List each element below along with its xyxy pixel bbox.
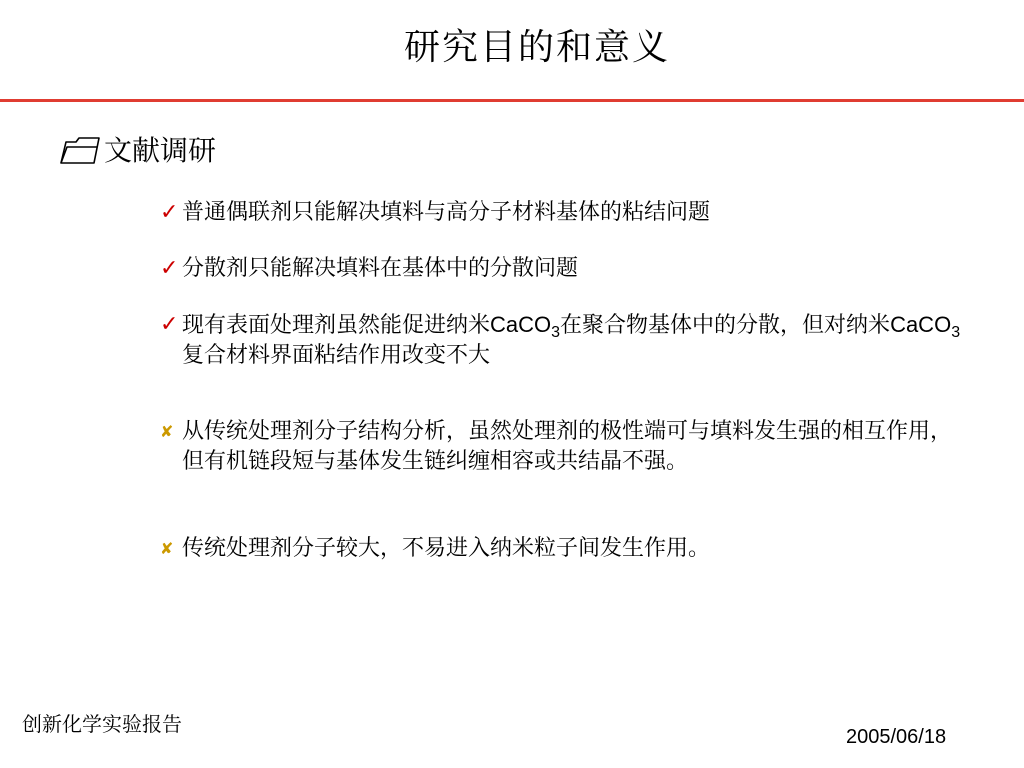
slide-title: 研究目的和意义 xyxy=(403,27,670,68)
list-item xyxy=(160,417,972,477)
chemical-formula: CaCO$_3$ xyxy=(890,312,961,341)
title-divider xyxy=(0,99,1024,102)
check-icon: ✓ xyxy=(160,200,179,225)
list-item xyxy=(160,310,972,371)
section-heading-text: 文献调研 xyxy=(104,134,217,167)
chemical-formula: CaCO$_3$ xyxy=(490,312,561,341)
bullet-text: 分散剂只能解决填料在基体中的分散问题 xyxy=(182,256,579,281)
bullet-text: 传统处理剂分子较大，不易进入纳米粒子间发生作用。 xyxy=(182,536,711,561)
check-icon: ✓ xyxy=(160,312,179,337)
list-item xyxy=(160,534,972,564)
check-icon: ✓ xyxy=(160,256,179,281)
bullet-text: 普通偶联剂只能解决填料与高分子材料基体的粘结问题 xyxy=(182,200,711,225)
footer-report-name: 创新化学实验报告 xyxy=(22,712,182,736)
bullet-text-part: 复合材料界面粘结作用改变不大 xyxy=(182,343,491,368)
list-item xyxy=(160,254,972,284)
folder-outline-icon xyxy=(58,136,102,166)
bullet-text xyxy=(182,310,972,371)
bullet-text: 从传统处理剂分子结构分析，虽然处理剂的极性端可与填料发生强的相互作用，但有机链段短与基体发生链纠缠相容或共结晶不强。 xyxy=(182,419,953,474)
list-item xyxy=(160,198,972,228)
footer-date: 2005/06/18 xyxy=(846,726,947,748)
bullet-text-part: 在聚合物基体中的分散，但对纳米 xyxy=(560,313,891,338)
section-heading xyxy=(58,131,216,171)
bullet-text-part: 现有表面处理剂虽然能促进纳米 xyxy=(182,313,491,338)
cross-icon: ✘ xyxy=(160,539,174,558)
cross-icon: ✘ xyxy=(160,422,174,441)
